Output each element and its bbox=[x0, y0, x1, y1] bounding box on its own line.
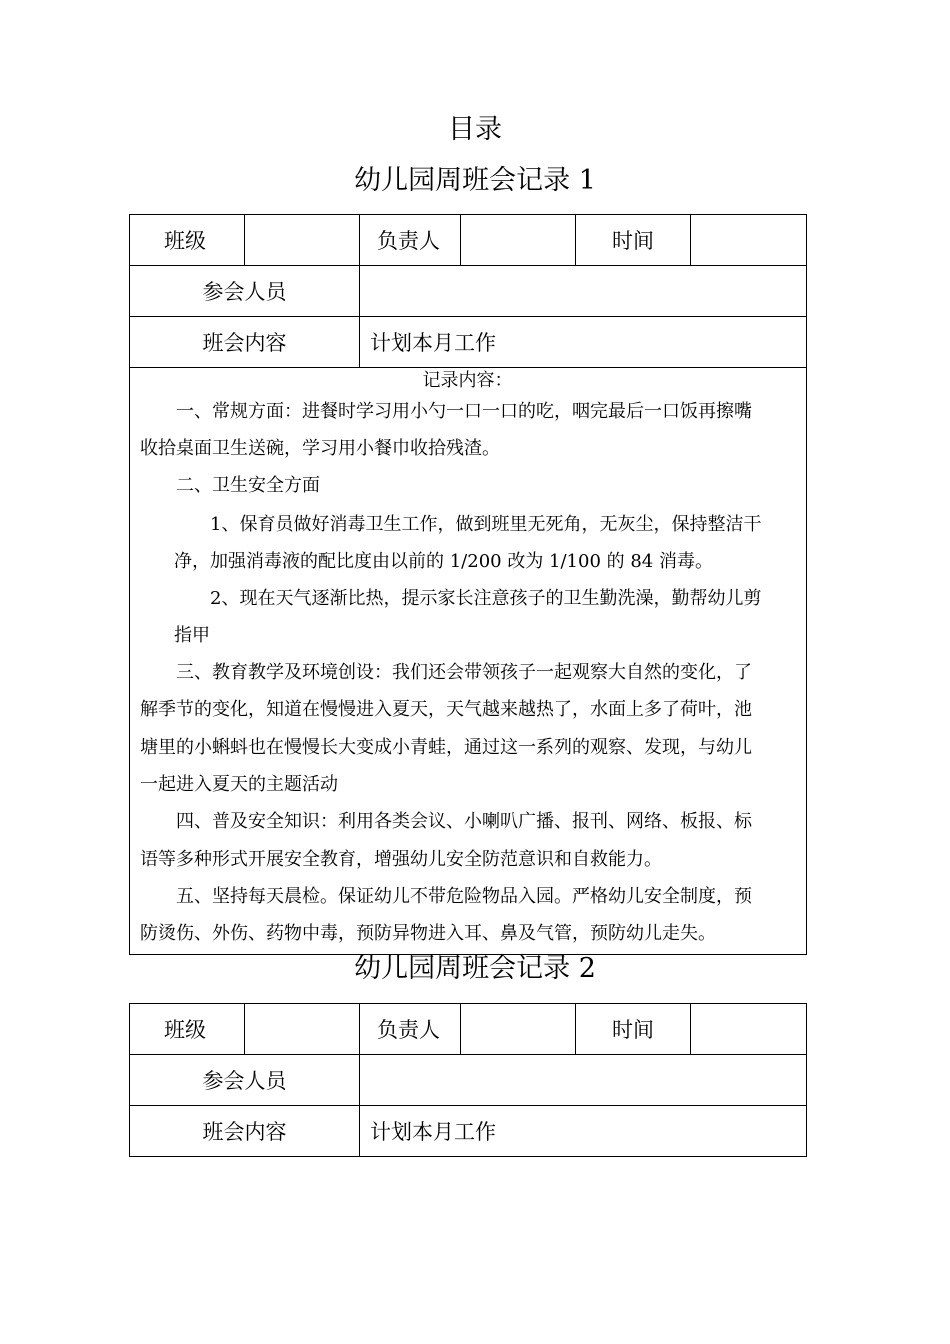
record-line: 指甲 bbox=[174, 625, 210, 646]
time-label: 时间 bbox=[576, 215, 691, 266]
record-line: 2、现在天气逐渐比热，提示家长注意孩子的卫生勤洗澡，勤帮幼儿剪 bbox=[210, 588, 762, 609]
time-value bbox=[691, 215, 807, 266]
record-line: 语等多种形式开展安全教育，增强幼儿安全防范意识和自救能力。 bbox=[140, 849, 662, 870]
owner-value bbox=[461, 1004, 576, 1055]
record-2-title: 幼儿园周班会记录 2 bbox=[354, 953, 596, 984]
record-1-title: 幼儿园周班会记录 1 bbox=[354, 165, 596, 196]
record-line: 二、卫生安全方面 bbox=[176, 475, 320, 496]
record-content-body bbox=[130, 368, 806, 954]
time-label: 时间 bbox=[576, 1004, 691, 1055]
record-line: 一、常规方面：进餐时学习用小勺一口一口的吃，咽完最后一口饭再擦嘴 bbox=[176, 401, 752, 422]
record-line: 四、普及安全知识：利用各类会议、小喇叭广播、报刊、网络、板报、标 bbox=[176, 811, 752, 832]
record-line: 三、教育教学及环境创设：我们还会带领孩子一起观察大自然的变化，了 bbox=[176, 662, 752, 683]
record-line: 净，加强消毒液的配比度由以前的 1/200 改为 1/100 的 84 消毒。 bbox=[174, 551, 713, 572]
record-1-table bbox=[129, 214, 807, 955]
record-line: 解季节的变化，知道在慢慢进入夏天，天气越来越热了，水面上多了荷叶，池 bbox=[140, 699, 752, 720]
attendees-label: 参会人员 bbox=[130, 1055, 360, 1106]
record-line: 五、坚持每天晨检。保证幼儿不带危险物品入园。严格幼儿安全制度，预 bbox=[176, 886, 752, 907]
record-heading: 记录内容： bbox=[422, 370, 513, 391]
owner-label: 负责人 bbox=[360, 215, 461, 266]
class-label: 班级 bbox=[130, 215, 245, 266]
content-label: 班会内容 bbox=[130, 1106, 360, 1157]
record-content-cell bbox=[130, 368, 807, 955]
owner-label: 负责人 bbox=[360, 1004, 461, 1055]
record-line: 塘里的小蝌蚪也在慢慢长大变成小青蛙，通过这一系列的观察、发现，与幼儿 bbox=[140, 737, 752, 758]
record-2-table bbox=[129, 1003, 807, 1157]
content-label: 班会内容 bbox=[130, 317, 360, 368]
class-value bbox=[245, 1004, 360, 1055]
attendees-label: 参会人员 bbox=[130, 266, 360, 317]
time-value bbox=[691, 1004, 807, 1055]
record-line: 防烫伤、外伤、药物中毒，预防异物进入耳、鼻及气管，预防幼儿走失。 bbox=[140, 923, 716, 944]
class-label: 班级 bbox=[130, 1004, 245, 1055]
content-value: 计划本月工作 bbox=[360, 317, 807, 368]
attendees-value bbox=[360, 266, 807, 317]
toc-title: 目录 bbox=[448, 114, 502, 145]
record-line: 一起进入夏天的主题活动 bbox=[140, 774, 338, 795]
content-value: 计划本月工作 bbox=[360, 1106, 807, 1157]
record-line: 收拾桌面卫生送碗，学习用小餐巾收拾残渣。 bbox=[140, 438, 500, 459]
owner-value bbox=[461, 215, 576, 266]
attendees-value bbox=[360, 1055, 807, 1106]
record-line: 1、保育员做好消毒卫生工作，做到班里无死角，无灰尘，保持整洁干 bbox=[210, 514, 762, 535]
class-value bbox=[245, 215, 360, 266]
